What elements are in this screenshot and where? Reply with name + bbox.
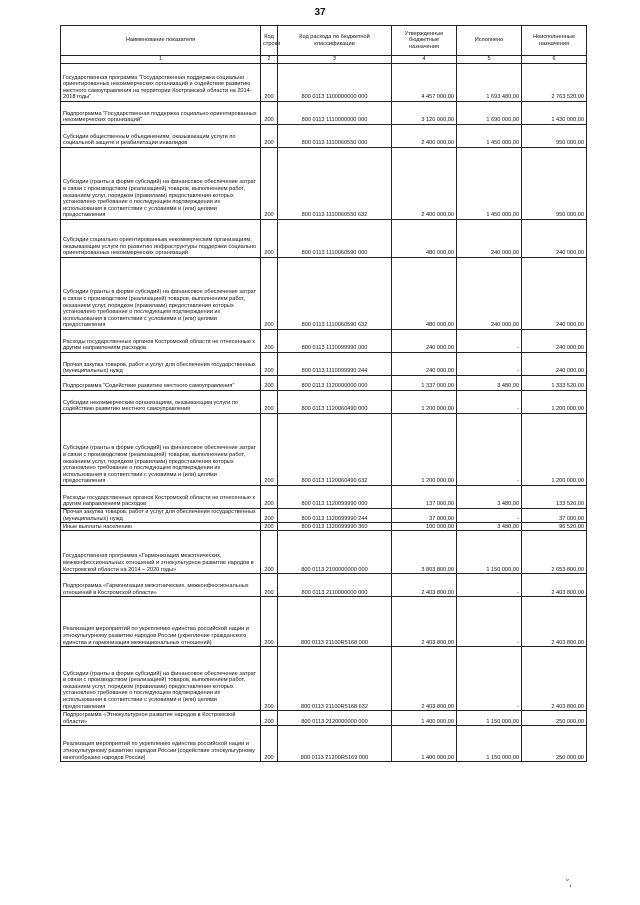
row-unexecuted-amount: 1 333 520,00 [522,376,587,391]
table-row [61,647,587,711]
row-classification-code: 800 0113 1110060590 632 [278,258,392,330]
row-unexecuted-amount: 1 200 000,00 [522,414,587,486]
table-row [61,414,587,486]
row-line-code: 200 [261,509,278,523]
row-executed-amount: 1 693 480,00 [457,64,522,102]
row-classification-code: 800 0113 21200R5169 000 [278,726,392,762]
row-executed-amount: - [457,574,522,597]
row-approved-amount: 1 337 000,00 [392,376,457,391]
column-number: 1 [61,56,261,64]
row-classification-code: 800 0113 1110000000 000 [278,102,392,125]
row-name: Прочая закупка товаров, работ и услуг для обеспечения государственных (муниципальных) нужд [61,509,261,523]
row-unexecuted-amount: 2 403 800,00 [522,647,587,711]
row-line-code: 200 [261,125,278,148]
row-executed-amount: 1 450 000,00 [457,148,522,220]
row-approved-amount: 100 000,00 [392,523,457,531]
row-approved-amount: 1 400 000,00 [392,711,457,726]
row-name: Реализация мероприятий по укреплению единства российской нации и этнокультурному развитию народов России (содействие этнокультурному многообразию народов России) [61,726,261,762]
row-line-code: 200 [261,376,278,391]
row-classification-code: 800 0113 1100000000 000 [278,64,392,102]
row-line-code: 200 [261,64,278,102]
table-row [61,330,587,353]
row-classification-code: 800 0113 1110060550 000 [278,125,392,148]
row-line-code: 200 [261,102,278,125]
row-approved-amount: 4 457 000,00 [392,64,457,102]
row-executed-amount: 240 000,00 [457,220,522,258]
row-executed-amount: 1 150 000,00 [457,531,522,574]
row-line-code: 200 [261,391,278,414]
row-name: Субсидии некоммерческим организациям, оказывающим услуги по содействию развитию местного самоуправления [61,391,261,414]
row-approved-amount: 3 120 000,00 [392,102,457,125]
table-row [61,376,587,391]
header-approved: Утвержденные бюджетные назначения [392,26,457,56]
row-line-code: 200 [261,726,278,762]
column-number: 5 [457,56,522,64]
row-executed-amount: 1 150 000,00 [457,726,522,762]
column-number: 3 [278,56,392,64]
table-row [61,574,587,597]
row-approved-amount: 480 000,00 [392,258,457,330]
row-approved-amount: 1 200 000,00 [392,391,457,414]
header-line-code: Код строки [261,26,278,56]
row-line-code: 200 [261,330,278,353]
row-unexecuted-amount: 2 763 520,00 [522,64,587,102]
row-approved-amount: 2 400 000,00 [392,125,457,148]
row-line-code: 200 [261,353,278,376]
row-name: Государственная программа «Гармонизация межэтнических, межконфессиональных отношений и этнокультурное развитие народов в Костромской области на 2014 – 2020 годы» [61,531,261,574]
table-row [61,391,587,414]
row-executed-amount: 3 480,00 [457,376,522,391]
row-approved-amount: 2 403 800,00 [392,597,457,647]
row-approved-amount: 2 403 800,00 [392,574,457,597]
header-executed: Исполнено [457,26,522,56]
row-executed-amount: 3 480,00 [457,523,522,531]
row-line-code: 200 [261,531,278,574]
table-row [61,102,587,125]
row-classification-code: 800 0113 1120099990 360 [278,523,392,531]
table-row [61,711,587,726]
row-name: Субсидии социально ориентированным некоммерческим организациям, оказывающим услуги по развитию инфраструктуры поддержки социально ориентированных некоммерческих организаций [61,220,261,258]
row-name: Субсидии (гранты в форме субсидий) на финансовое обеспечение затрат в связи с производством (реализацией) товаров, выполнением работ, оказанием услуг, порядком (правилами) предоставления которых установлено требование о последующем подтверждении их использования в соответствии с условиями и (или) целями предоставления [61,414,261,486]
pen-mark: ˘, [566,878,572,888]
row-name: Подпрограмма «Этнокультурное развитие народов в Костромской области» [61,711,261,726]
row-unexecuted-amount: 250 000,00 [522,711,587,726]
row-line-code: 200 [261,148,278,220]
header-unexecuted: Неисполненные назначения [522,26,587,56]
row-name: Расходы государственных органов Костромской области не отнесенные к другим направлениям расходов [61,486,261,509]
row-approved-amount: 3 803 800,00 [392,531,457,574]
row-unexecuted-amount: 1 430 000,00 [522,102,587,125]
row-unexecuted-amount: 250 000,00 [522,726,587,762]
table-row [61,64,587,102]
table-row [61,509,587,523]
row-approved-amount: 240 000,00 [392,330,457,353]
row-name: Подпрограмма "Государственная поддержка социально ориентированных некоммерческих организаций" [61,102,261,125]
table-row [61,523,587,531]
column-number: 2 [261,56,278,64]
row-classification-code: 800 0113 1120060490 632 [278,414,392,486]
row-executed-amount: - [457,414,522,486]
row-approved-amount: 137 000,00 [392,486,457,509]
header-classification: Код расхода по бюджетной классификации [278,26,392,56]
table-row [61,486,587,509]
row-executed-amount: 3 480,00 [457,486,522,509]
row-unexecuted-amount: 240 000,00 [522,258,587,330]
row-line-code: 200 [261,574,278,597]
row-unexecuted-amount: 2 653 800,00 [522,531,587,574]
row-name: Реализация мероприятий по укреплению единства российской нации и этнокультурному развитию народов России (укрепление гражданского единства и гармонизация межнациональных отношений) [61,597,261,647]
row-classification-code: 800 0113 1110099990 000 [278,330,392,353]
table-row [61,148,587,220]
row-classification-code: 800 0113 1120060490 000 [278,391,392,414]
row-name: Субсидии (гранты в форме субсидий) на финансовое обеспечение затрат в связи с производством (реализацией) товаров, выполнением работ, оказанием услуг, порядком (правилами) предоставления которых установлено требование о последующем подтверждении их использования в соответствии с условиями и (или) целями предоставления [61,647,261,711]
row-name: Субсидии общественным объединениям, оказывающим услуги по социальной защите и реабилитации инвалидов [61,125,261,148]
page-number: 37 [314,7,326,18]
row-line-code: 200 [261,647,278,711]
table-row [61,125,587,148]
row-classification-code: 800 0113 21100R5168 632 [278,647,392,711]
row-name: Государственная программа "Государственная поддержка социально ориентированных некоммерческих организаций и содействие развитию местного самоуправления на территории Костромской области на 2014-2018 годы" [61,64,261,102]
table-row [61,597,587,647]
table-row [61,220,587,258]
row-executed-amount: - [457,391,522,414]
row-classification-code: 800 0113 2100000000 000 [278,531,392,574]
row-unexecuted-amount: 2 403 800,00 [522,574,587,597]
column-number: 6 [522,56,587,64]
row-classification-code: 800 0113 1120099990 244 [278,509,392,523]
row-classification-code: 800 0113 1110060550 632 [278,148,392,220]
row-executed-amount: 240 000,00 [457,258,522,330]
row-unexecuted-amount: 950 000,00 [522,125,587,148]
row-executed-amount: 1 150 000,00 [457,711,522,726]
row-line-code: 200 [261,597,278,647]
row-name: Иные выплаты населению [61,523,261,531]
row-executed-amount: - [457,597,522,647]
row-classification-code: 800 0113 21100R5168 000 [278,597,392,647]
budget-execution-table [60,25,587,762]
row-approved-amount: 1 400 000,00 [392,726,457,762]
row-name: Прочая закупка товаров, работ и услуг для обеспечения государственных (муниципальных) нужд [61,353,261,376]
row-unexecuted-amount: 240 000,00 [522,220,587,258]
row-classification-code: 800 0113 1110099990 244 [278,353,392,376]
row-name: Расходы государственных органов Костромской области не отнесенные к другим направлениям расходов [61,330,261,353]
row-line-code: 200 [261,523,278,531]
row-unexecuted-amount: 96 520,00 [522,523,587,531]
row-approved-amount: 1 200 000,00 [392,414,457,486]
row-line-code: 200 [261,258,278,330]
row-unexecuted-amount: 37 000,00 [522,509,587,523]
row-unexecuted-amount: 240 000,00 [522,330,587,353]
row-approved-amount: 480 000,00 [392,220,457,258]
row-executed-amount: - [457,509,522,523]
row-approved-amount: 240 000,00 [392,353,457,376]
row-line-code: 200 [261,486,278,509]
row-line-code: 200 [261,220,278,258]
row-classification-code: 800 0113 2110000000 000 [278,574,392,597]
row-executed-amount: - [457,353,522,376]
row-approved-amount: 2 403 800,00 [392,647,457,711]
row-classification-code: 800 0113 1120000000 000 [278,376,392,391]
row-classification-code: 800 0113 1120099990 000 [278,486,392,509]
row-approved-amount: 2 400 000,00 [392,148,457,220]
row-executed-amount: 1 690 000,00 [457,102,522,125]
row-name: Подпрограмма "Содействие развитию местного самоуправления" [61,376,261,391]
row-classification-code: 800 0113 2120000000 000 [278,711,392,726]
header-name: Наименование показателя [61,26,261,56]
row-unexecuted-amount: 2 403 800,00 [522,597,587,647]
row-line-code: 200 [261,414,278,486]
column-number: 4 [392,56,457,64]
table-row [61,531,587,574]
header-row [61,26,587,56]
row-name: Субсидии (гранты в форме субсидий) на финансовое обеспечение затрат в связи с производством (реализацией) товаров, выполнением работ, оказанием услуг, порядком (правилами) предоставления которых установлено требование о последующем подтверждении их использования в соответствии с условиями и (или) целями предоставления [61,258,261,330]
row-executed-amount: - [457,330,522,353]
row-executed-amount: 1 450 000,00 [457,125,522,148]
row-name: Субсидии (гранты в форме субсидий) на финансовое обеспечение затрат в связи с производством (реализацией) товаров, выполнением работ, оказанием услуг, порядком (правилами) предоставления которых установлено требование о последующем подтверждении их использования в соответствии с условиями и (или) целями предоставления [61,148,261,220]
row-unexecuted-amount: 1 200 000,00 [522,391,587,414]
row-executed-amount: - [457,647,522,711]
table-row [61,353,587,376]
row-line-code: 200 [261,711,278,726]
row-unexecuted-amount: 950 000,00 [522,148,587,220]
table-row [61,258,587,330]
row-unexecuted-amount: 240 000,00 [522,353,587,376]
table-row [61,726,587,762]
row-approved-amount: 37 000,00 [392,509,457,523]
row-unexecuted-amount: 133 520,00 [522,486,587,509]
table-body [61,64,587,762]
row-name: Подпрограмма «Гармонизация межэтнических, межконфессиональных отношений в Костромской области» [61,574,261,597]
row-classification-code: 800 0113 1110060590 000 [278,220,392,258]
column-number-row [61,56,587,64]
